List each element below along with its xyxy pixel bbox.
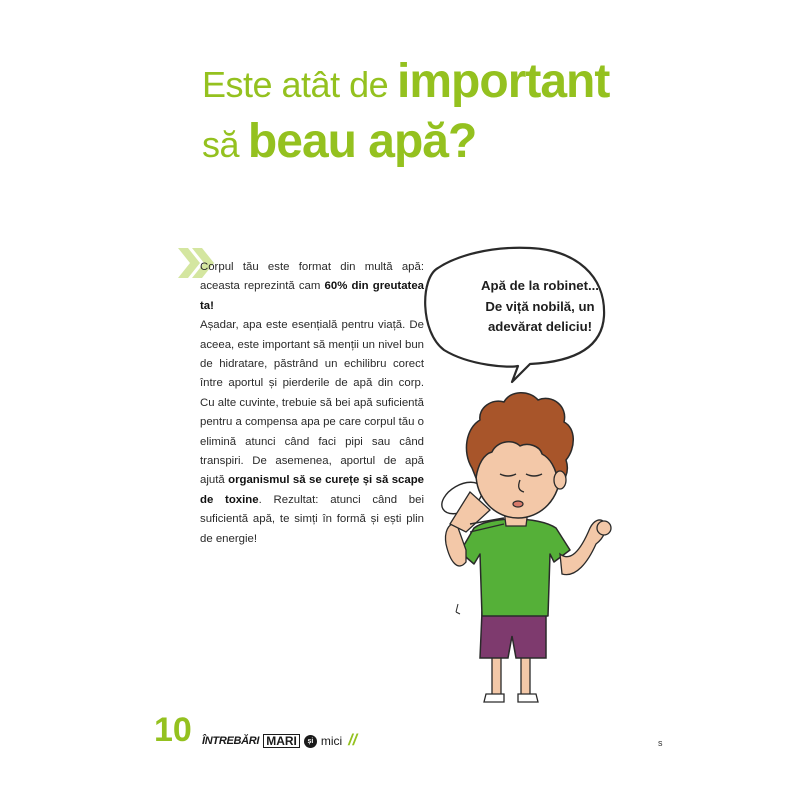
corner-mark: s bbox=[658, 738, 663, 748]
paragraph-2-highlight: organismul să se curețe și să scape de toxine bbox=[200, 474, 424, 506]
footer-brand bbox=[202, 731, 357, 751]
paragraph-2-text-c: . Rezultat: atunci când bei suficientă apă, te simți în formă și ești plin de energie! bbox=[200, 493, 424, 545]
title-bold-2: beau apă? bbox=[247, 115, 477, 168]
title-line-2 bbox=[202, 115, 477, 168]
brand-word-1: ÎNTREBĂRI bbox=[202, 735, 260, 747]
speech-bubble-text bbox=[452, 276, 628, 338]
page-number: 10 bbox=[154, 711, 192, 749]
title-light-1: Este atât de bbox=[202, 64, 389, 105]
boy-figure bbox=[436, 393, 611, 702]
paragraph-2 bbox=[200, 316, 424, 549]
brand-si-badge: și bbox=[304, 735, 317, 748]
brand-word-2: MARI bbox=[263, 734, 300, 748]
paragraph-1 bbox=[200, 258, 424, 316]
title-line-1 bbox=[202, 55, 610, 108]
speech-line-1: Apă de la robinet... bbox=[481, 278, 599, 293]
paragraph-1-highlight: 60% din greutatea ta! bbox=[200, 280, 425, 312]
brand-slashes: // bbox=[348, 732, 358, 749]
paragraph-1-text: Corpul tău este format din multă apă: aceasta reprezintă cam bbox=[200, 261, 424, 293]
body-text bbox=[200, 258, 424, 549]
speech-line-2: De viță nobilă, un bbox=[485, 298, 595, 314]
title-light-2: să bbox=[202, 124, 240, 165]
title-bold-1: important bbox=[397, 55, 610, 108]
paragraph-2-text-a: Așadar, apa este esențială pentru viață. De aceea, este important să menții un nivel bun de hidratare, păstrând un echilibru corect între aportul și pierderile de apă din corp. Cu alte cuvinte, trebuie să bei apă suficientă pentru a compensa apa pe care corpul tău o elimină atunci când faci pipi sau când transpiri. De asemenea, aportul de apă ajută bbox=[200, 319, 424, 487]
brand-word-3: mici bbox=[320, 734, 343, 748]
speech-line-3: adevărat deliciu! bbox=[487, 319, 593, 334]
